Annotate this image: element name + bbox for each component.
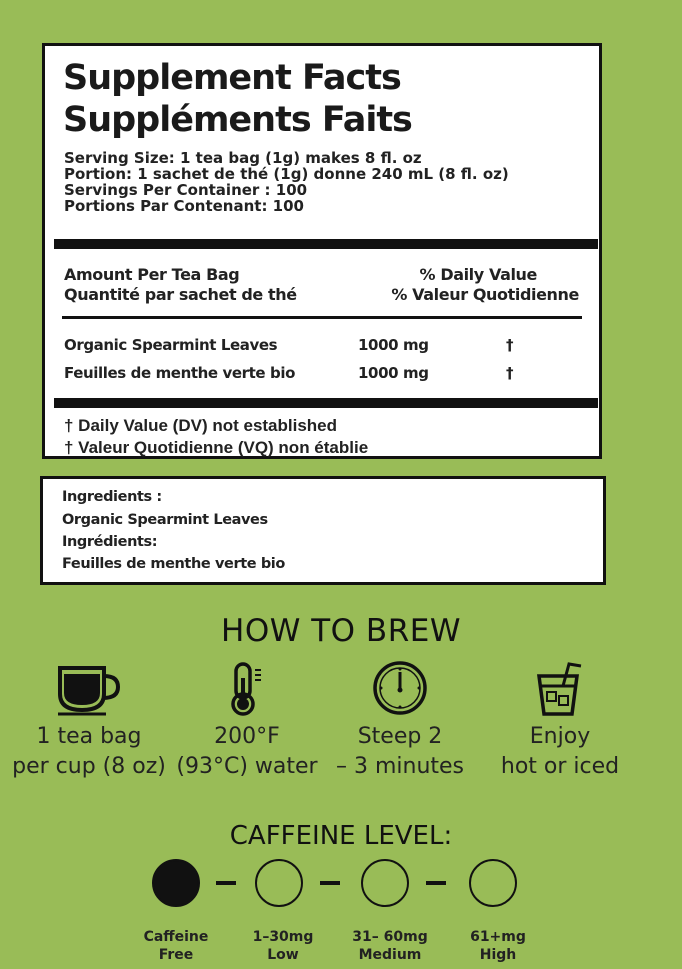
brew-step-temperature <box>162 660 332 782</box>
level-connector <box>426 881 446 885</box>
brew-step-steep <box>315 660 485 782</box>
thermometer-icon <box>212 660 282 716</box>
ingredients-value-fr: Feuilles de menthe verte bio <box>62 556 285 572</box>
portions-par-contenant: Portions Par Contenant: 100 <box>64 197 304 215</box>
nutrient-row <box>64 364 584 386</box>
ingredients-label-en: Ingredients : <box>62 489 162 505</box>
facts-title-en: Supplement Facts <box>63 58 401 98</box>
level-connector <box>320 881 340 885</box>
brew-step-line: Enjoy <box>529 724 591 749</box>
brew-step-line: hot or iced <box>500 754 620 779</box>
caffeine-high-label <box>443 928 553 964</box>
thick-divider <box>54 239 598 249</box>
caffeine-label-line: Medium <box>358 947 422 963</box>
caffeine-low-label <box>228 928 338 964</box>
caffeine-label-line: High <box>479 947 517 963</box>
brew-step-label <box>162 722 332 782</box>
daily-value-header-en: % Daily Value <box>419 265 537 284</box>
brew-step-enjoy <box>475 660 645 782</box>
facts-title-fr: Suppléments Faits <box>63 100 412 140</box>
ingredients-value-en: Organic Spearmint Leaves <box>62 512 268 528</box>
nutrient-name: Feuilles de menthe verte bio <box>64 364 295 382</box>
supplement-facts-panel <box>42 43 602 459</box>
caffeine-label-line: Low <box>267 947 299 963</box>
nutrient-name: Organic Spearmint Leaves <box>64 336 278 354</box>
how-to-brew-title: HOW TO BREW <box>221 613 461 649</box>
thick-divider <box>54 398 598 408</box>
brew-step-line: – 3 minutes <box>335 754 465 779</box>
brew-step-line: Steep 2 <box>357 724 443 749</box>
daily-value-header <box>391 265 579 305</box>
portion: Portion: 1 sachet de thé (1g) donne 240 mL (8 fl. oz) <box>64 165 509 183</box>
amount-header-en: Amount Per Tea Bag <box>64 265 240 284</box>
nutrient-amount: 1000 mg <box>358 364 429 382</box>
caffeine-label-line: Caffeine <box>143 929 209 945</box>
nutrient-dv: † <box>506 336 514 354</box>
level-connector <box>216 881 236 885</box>
brew-step-label <box>4 722 174 782</box>
serving-info <box>64 150 509 214</box>
brew-step-line: 1 tea bag <box>36 724 142 749</box>
ingredients-label-fr: Ingrédients: <box>62 534 158 550</box>
caffeine-medium-label <box>335 928 445 964</box>
thin-divider <box>62 316 582 319</box>
iced-drink-icon <box>525 660 595 716</box>
caffeine-level-title: CAFFEINE LEVEL: <box>229 821 453 851</box>
caffeine-free-indicator <box>152 859 200 907</box>
amount-header <box>64 265 297 305</box>
caffeine-free-label <box>121 928 231 964</box>
nutrient-row <box>64 336 584 358</box>
brew-step-line: per cup (8 oz) <box>12 754 166 779</box>
caffeine-label-line: 1–30mg <box>252 929 314 945</box>
caffeine-medium-indicator <box>361 859 409 907</box>
caffeine-high-indicator <box>469 859 517 907</box>
brew-step-line: (93°C) water <box>176 754 318 779</box>
clock-icon <box>365 660 435 716</box>
servings-per-container: Servings Per Container : 100 <box>64 181 308 199</box>
brew-step-tea-bag <box>4 660 174 782</box>
daily-value-header-fr: % Valeur Quotidienne <box>391 285 579 304</box>
nutrient-dv: † <box>506 364 514 382</box>
serving-size: Serving Size: 1 tea bag (1g) makes 8 fl. oz <box>64 149 422 167</box>
caffeine-label-line: 31– 60mg <box>352 929 428 945</box>
tea-cup-icon <box>54 660 124 716</box>
caffeine-label-line: Free <box>158 947 194 963</box>
brew-step-label <box>475 722 645 782</box>
nutrient-amount: 1000 mg <box>358 336 429 354</box>
amount-header-fr: Quantité par sachet de thé <box>64 285 297 304</box>
ingredients-panel <box>40 476 606 585</box>
dv-note-fr: † Valeur Quotidienne (VQ) non établie <box>64 438 369 457</box>
caffeine-low-indicator <box>255 859 303 907</box>
dv-note-en: † Daily Value (DV) not established <box>64 416 338 435</box>
brew-step-line: 200°F <box>214 724 280 749</box>
caffeine-label-line: 61+mg <box>470 929 526 945</box>
brew-step-label <box>315 722 485 782</box>
